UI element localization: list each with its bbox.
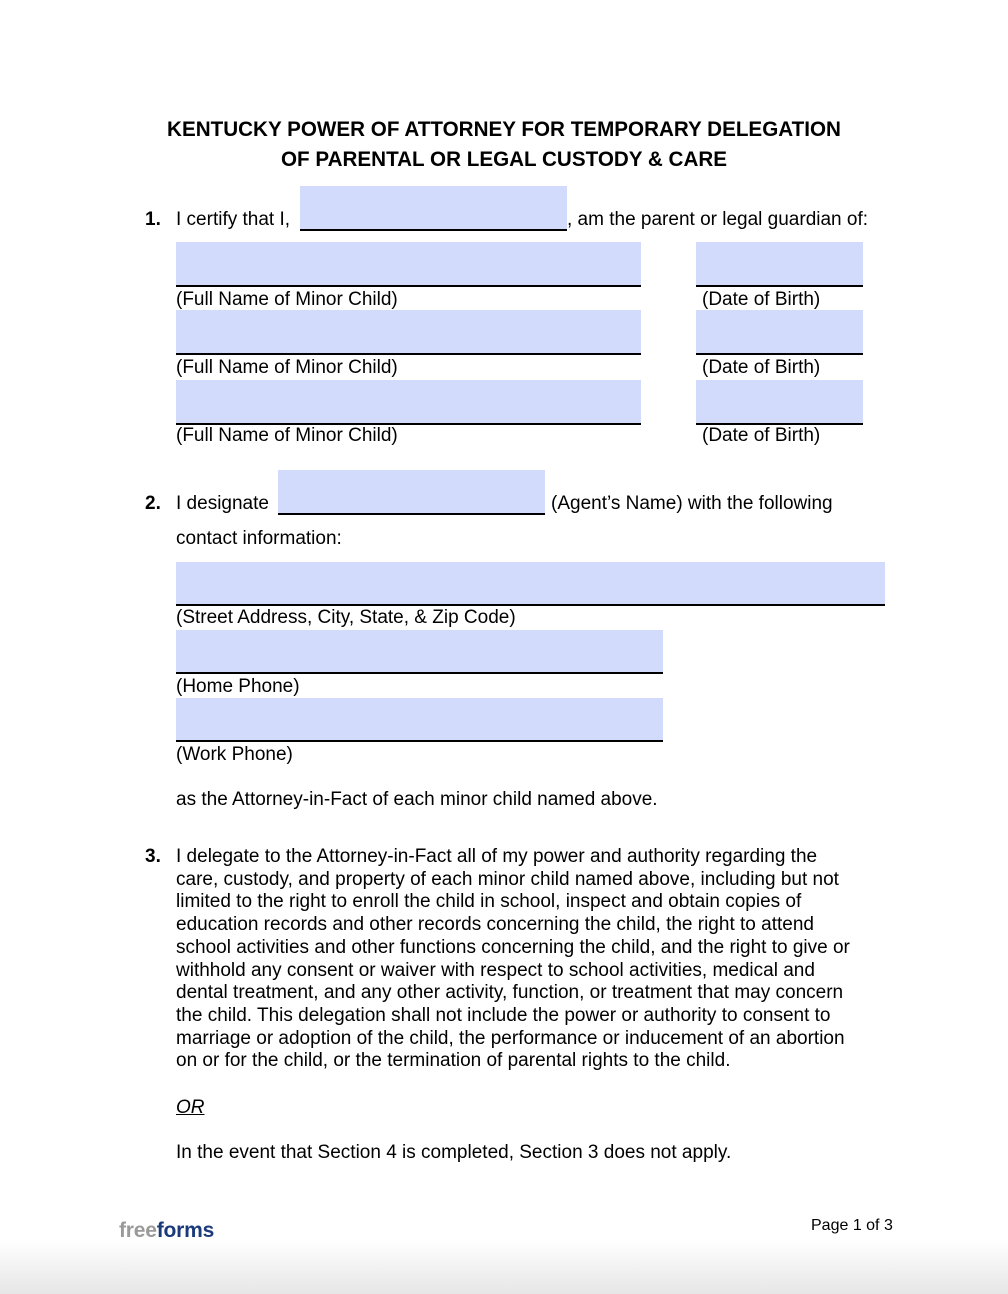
child-1-dob-input[interactable] xyxy=(696,242,863,285)
section-3-line: dental treatment, and any other activity, function, or treatment that may concern xyxy=(176,982,844,1004)
section-3-line: limited to the right to enroll the child in school, inspect and obtain copies of xyxy=(176,891,802,913)
section-2-text-after: (Agent’s Name) with the following xyxy=(551,493,833,514)
agent-work-phone-input[interactable] xyxy=(176,698,663,740)
agent-home-phone-input[interactable] xyxy=(176,630,663,672)
child-2-dob-field[interactable] xyxy=(696,310,863,355)
agent-address-input[interactable] xyxy=(176,562,885,604)
child-3-dob-field[interactable] xyxy=(696,380,863,425)
child-1-name-label: (Full Name of Minor Child) xyxy=(176,289,398,310)
section-1-number: 1. xyxy=(145,209,161,230)
logo-free-text: free xyxy=(119,1219,157,1242)
child-2-name-input[interactable] xyxy=(176,310,641,353)
document-title-line-2: OF PARENTAL OR LEGAL CUSTODY & CARE xyxy=(280,147,728,171)
agent-work-phone-field[interactable] xyxy=(176,698,663,742)
child-3-name-label: (Full Name of Minor Child) xyxy=(176,425,398,446)
child-3-dob-label: (Date of Birth) xyxy=(702,425,821,446)
section-1-text-before: I certify that I, xyxy=(176,209,291,230)
child-3-dob-input[interactable] xyxy=(696,380,863,423)
child-1-name-field[interactable] xyxy=(176,242,641,287)
section-2-closing: as the Attorney-in-Fact of each minor child named above. xyxy=(176,789,658,810)
or-label: OR xyxy=(176,1097,205,1118)
section-3-line: the child. This delegation shall not include the power or authority to consent to xyxy=(176,1004,831,1026)
section-3-line: withhold any consent or waiver with respect to school activities, medical and xyxy=(176,959,815,981)
child-2-dob-input[interactable] xyxy=(696,310,863,353)
section-1-text-after: , am the parent or legal guardian of: xyxy=(567,209,869,230)
agent-address-label: (Street Address, City, State, & Zip Code) xyxy=(176,607,516,628)
parent-name-field[interactable] xyxy=(300,186,567,231)
section-2-text-line-2: contact information: xyxy=(176,528,342,549)
child-1-name-input[interactable] xyxy=(176,242,641,285)
child-3-name-input[interactable] xyxy=(176,380,641,423)
logo-forms-text: forms xyxy=(156,1219,215,1242)
agent-work-phone-label: (Work Phone) xyxy=(176,744,293,765)
agent-home-phone-label: (Home Phone) xyxy=(176,676,300,697)
page-number: Page 1 of 3 xyxy=(811,1217,893,1234)
section-3-line: education records and other records concerning the child, the right to attend xyxy=(176,914,814,936)
section-3-number: 3. xyxy=(145,846,161,867)
child-2-name-field[interactable] xyxy=(176,310,641,355)
document-title-line-1: KENTUCKY POWER OF ATTORNEY FOR TEMPORARY DELEGATION xyxy=(167,117,841,141)
section-3-line: care, custody, and property of each minor child named above, including but not xyxy=(176,868,839,890)
child-3-name-field[interactable] xyxy=(176,380,641,425)
section-3-note: In the event that Section 4 is completed, Section 3 does not apply. xyxy=(176,1142,732,1163)
agent-name-field[interactable] xyxy=(278,470,545,515)
agent-name-input[interactable] xyxy=(278,470,545,513)
agent-address-field[interactable] xyxy=(176,562,885,606)
section-3-paragraph xyxy=(176,846,896,1073)
section-2-text-before: I designate xyxy=(176,493,269,514)
section-3-line: marriage or adoption of the child, the performance or inducement of an abortion xyxy=(176,1027,845,1049)
child-1-dob-field[interactable] xyxy=(696,242,863,287)
freeforms-logo xyxy=(119,1219,214,1243)
parent-name-input[interactable] xyxy=(300,186,567,229)
child-1-dob-label: (Date of Birth) xyxy=(702,289,821,310)
section-3-line: school activities and other functions concerning the child, and the right to give or xyxy=(176,936,850,958)
section-3-line: on or for the child, or the termination of parental rights to the child. xyxy=(176,1050,731,1072)
child-2-name-label: (Full Name of Minor Child) xyxy=(176,357,398,378)
agent-home-phone-field[interactable] xyxy=(176,630,663,674)
child-2-dob-label: (Date of Birth) xyxy=(702,357,821,378)
section-3-line: I delegate to the Attorney-in-Fact all of my power and authority regarding the xyxy=(176,846,818,867)
section-2-number: 2. xyxy=(145,493,161,514)
